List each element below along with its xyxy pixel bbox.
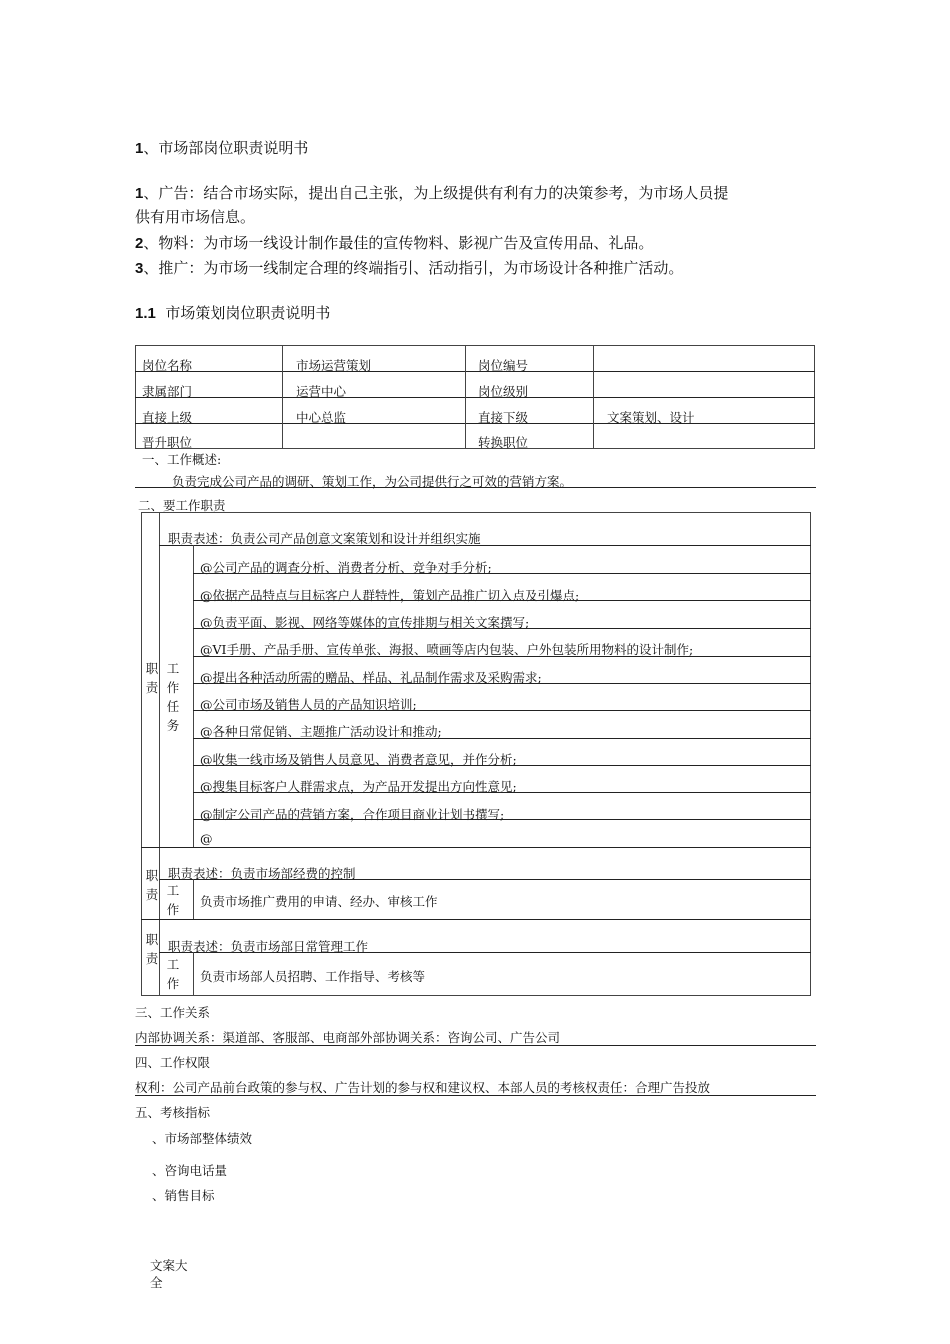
item-text: 、物料：为市场一线设计制作最佳的宣传物料、影视广告及宣传用品、礼品。	[143, 234, 654, 252]
label-position-name: 岗位名称	[142, 358, 193, 373]
footer-text-line2: 全	[150, 1275, 163, 1290]
item-materials	[135, 232, 653, 253]
label-supervisor: 直接上级	[142, 410, 193, 425]
relations-heading: 三、工作关系	[135, 1005, 211, 1020]
duty-1-side-label: 职责	[145, 661, 159, 695]
task-item: @	[200, 831, 213, 846]
item-promotion	[135, 257, 683, 278]
value-supervisor: 中心总监	[296, 410, 347, 425]
label-position-id: 岗位编号	[478, 358, 529, 373]
item-text: 供有用市场信息。	[135, 208, 256, 226]
item-advertising-cont	[135, 206, 255, 227]
label-transfer: 转换职位	[478, 435, 529, 450]
item-number: 2	[135, 235, 144, 252]
label-position-level: 岗位级别	[478, 384, 529, 399]
relations-text: 内部协调关系：渠道部、客服部、电商部外部协调关系：咨询公司、广告公司	[135, 1030, 561, 1045]
value-subordinate: 文案策划、设计	[607, 410, 695, 425]
task-item: @各种日常促销、主题推广活动设计和推动;	[200, 724, 442, 739]
divider	[135, 1045, 816, 1046]
task-item: @公司产品的调查分析、消费者分析、竞争对手分析;	[200, 560, 492, 575]
value-position-name: 市场运营策划	[296, 358, 372, 373]
duties-heading: 二、要工作职责	[138, 498, 226, 513]
task-item: @VI手册、产品手册、宣传单张、海报、喷画等店内包装、户外包装所用物料的设计制作;	[200, 642, 694, 657]
duty-2-task-label: 工作	[166, 883, 180, 917]
kpi-item: 、销售目标	[152, 1188, 215, 1203]
overview-text: 负责完成公司产品的调研、策划工作，为公司提供行之可效的营销方案。	[172, 474, 573, 489]
item-number: 1	[135, 185, 144, 202]
footer-text-line1: 文案大	[150, 1258, 188, 1273]
duty-3-task-label: 工作	[166, 957, 180, 991]
task-item: @负责平面、影视、网络等媒体的宣传排期与相关文案撰写;	[200, 615, 530, 630]
item-text: 、推广：为市场一线制定合理的终端指引、活动指引，为市场设计各种推广活动。	[143, 259, 684, 277]
section-1-1-number: 1.1	[135, 305, 156, 322]
section-1-1-title: 市场策划岗位职责说明书	[165, 304, 331, 322]
duty-1-task-label: 工作任务	[166, 661, 180, 733]
item-number: 3	[135, 260, 144, 277]
task-item: @依据产品特点与目标客户人群特性，策划产品推广切入点及引爆点;	[200, 588, 580, 603]
authority-text: 权利：公司产品前台政策的参与权、广告计划的参与权和建议权、本部人员的考核权责任：合理广告投放	[135, 1080, 711, 1095]
duty-2-side-label: 职责	[145, 868, 159, 902]
value-department: 运营中心	[296, 384, 347, 399]
authority-heading: 四、工作权限	[135, 1055, 211, 1070]
task-item: @公司市场及销售人员的产品知识培训;	[200, 697, 417, 712]
duty-3-description: 职责表述：负责市场部日常管理工作	[168, 939, 369, 954]
duty-1-description: 职责表述：负责公司产品创意文案策划和设计并组织实施	[168, 531, 481, 546]
duty-3-task: 负责市场部人员招聘、工作指导、考核等	[200, 969, 426, 984]
label-subordinate: 直接下级	[478, 410, 529, 425]
duty-2-description: 职责表述：负责市场部经费的控制	[168, 866, 356, 881]
duty-2-task: 负责市场推广费用的申请、经办、审核工作	[200, 894, 438, 909]
task-item: @搜集目标客户人群需求点，为产品开发提出方向性意见;	[200, 779, 517, 794]
section-1-number: 1	[135, 140, 144, 157]
label-department: 隶属部门	[142, 384, 193, 399]
duty-3-side-label: 职责	[145, 932, 159, 966]
divider	[135, 487, 816, 488]
item-advertising	[135, 182, 728, 203]
task-item: @提出各种活动所需的赠品、样品、礼品制作需求及采购需求;	[200, 670, 542, 685]
kpi-item: 、市场部整体绩效	[152, 1131, 253, 1146]
section-1-heading	[135, 137, 308, 158]
section-1-title: 、市场部岗位职责说明书	[143, 139, 309, 157]
task-item: @制定公司产品的营销方案，合作项目商业计划书撰写;	[200, 807, 505, 822]
overview-heading: 一、工作概述:	[142, 452, 222, 467]
task-item: @收集一线市场及销售人员意见、消费者意见，并作分析;	[200, 752, 517, 767]
divider	[135, 1095, 816, 1096]
kpi-item: 、咨询电话量	[152, 1163, 228, 1178]
item-text: 、广告：结合市场实际，提出自己主张，为上级提供有利有力的决策参考，为市场人员提	[143, 184, 729, 202]
kpi-heading: 五、考核指标	[135, 1105, 211, 1120]
section-1-1-heading	[135, 302, 330, 323]
label-promotion: 晋升职位	[142, 435, 193, 450]
